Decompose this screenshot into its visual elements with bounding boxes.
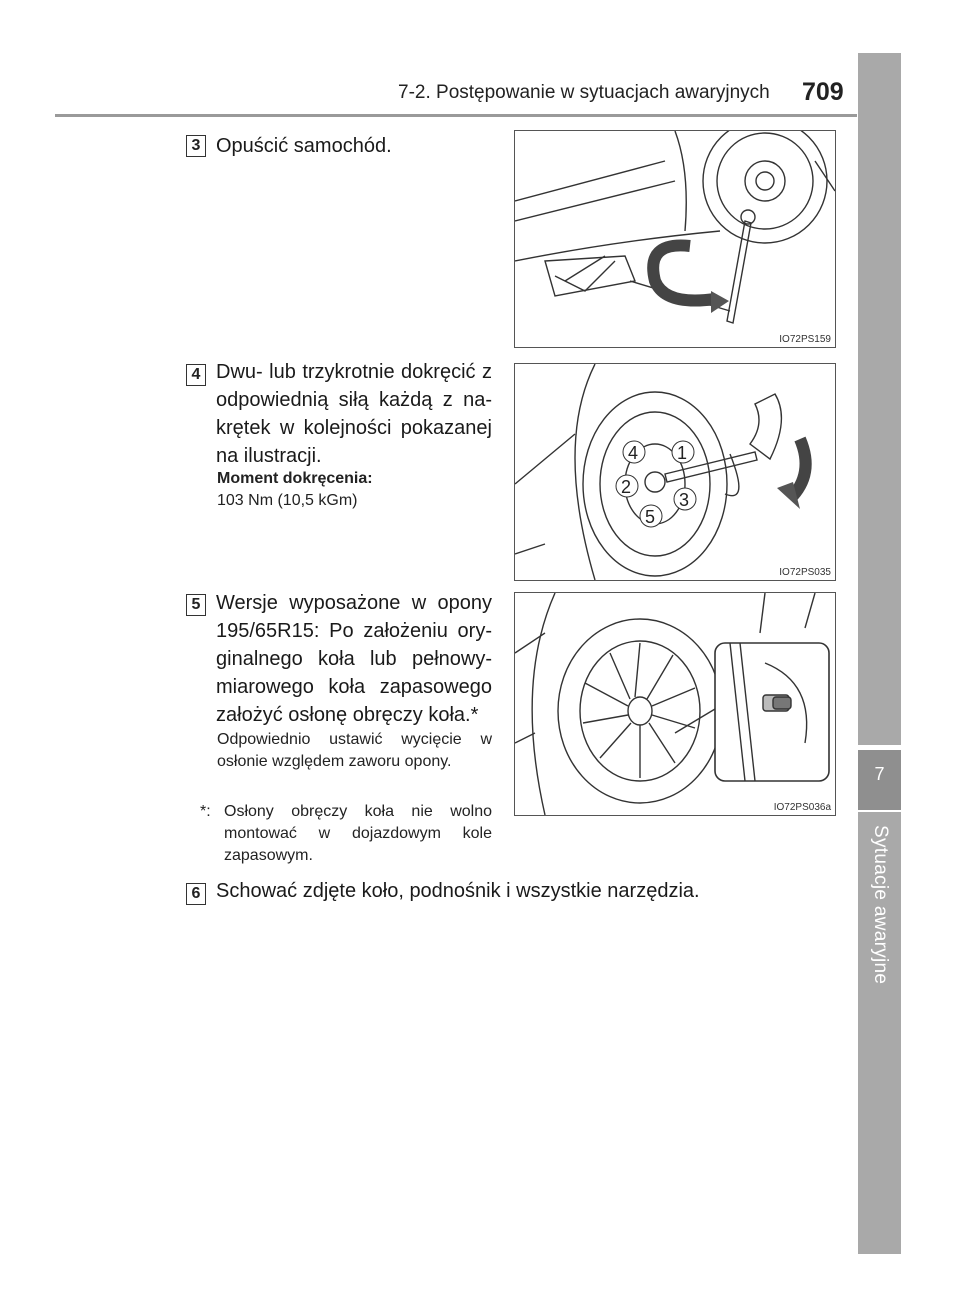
step-5-note: Odpowiednio ustawić wycięcie w osłonie względem zaworu opony. xyxy=(217,731,492,770)
sequence-label-4: 4 xyxy=(628,443,639,463)
step-3-text: Opuścić samochód. xyxy=(216,135,392,157)
side-tab-upper xyxy=(858,53,901,745)
footnote xyxy=(200,801,492,867)
step-number-5: 5 xyxy=(186,594,206,616)
wheel-cover-illustration xyxy=(515,593,835,815)
step-6-text: Schować zdjęte koło, podnośnik i wszystkie narzędzia. xyxy=(216,880,700,902)
sequence-label-1: 1 xyxy=(677,443,688,463)
header-divider xyxy=(55,114,857,117)
chapter-label: Sytuacje awaryjne xyxy=(870,825,891,985)
figure-code: IO72PS035 xyxy=(779,567,831,578)
page-number: 709 xyxy=(802,78,844,106)
sequence-label-2: 2 xyxy=(621,477,632,497)
sequence-label-5: 5 xyxy=(645,507,656,527)
section-title: 7-2. Postępowanie w sytuacjach awaryjnych xyxy=(398,82,770,103)
torque-label: Moment dokręcenia: xyxy=(217,470,373,487)
figure-lower-vehicle xyxy=(514,130,836,348)
figure-tighten-nuts xyxy=(514,363,836,581)
footnote-mark: *: xyxy=(200,803,211,820)
step-number-3: 3 xyxy=(186,135,206,157)
step-number-4: 4 xyxy=(186,364,206,386)
sequence-label-3: 3 xyxy=(679,490,690,510)
chapter-number: 7 xyxy=(858,750,901,810)
step-4-text: Dwu- lub trzykrotnie dokręcić z odpowiednią siłą każdą z na-krętek w kolejności pokazanej na ilustracji. xyxy=(216,361,492,467)
tighten-nuts-illustration xyxy=(515,364,835,580)
figure-code: IO72PS159 xyxy=(779,334,831,345)
step-number-6: 6 xyxy=(186,883,206,905)
footnote-text: Osłony obręczy koła nie wolno montować w dojazdowym kole zapasowym. xyxy=(224,803,492,864)
figure-code: IO72PS036a xyxy=(773,802,831,813)
step-5-text: Wersje wyposażone w opony 195/65R15: Po założeniu ory-ginalnego koła lub pełnowy-miarowego koła zapasowego założyć osłonę obręczy koła.* xyxy=(216,592,492,726)
figure-wheel-cover xyxy=(514,592,836,816)
lower-vehicle-illustration xyxy=(515,131,835,347)
torque-value: 103 Nm (10,5 kGm) xyxy=(217,492,358,509)
nut-sequence-labels xyxy=(616,441,696,527)
